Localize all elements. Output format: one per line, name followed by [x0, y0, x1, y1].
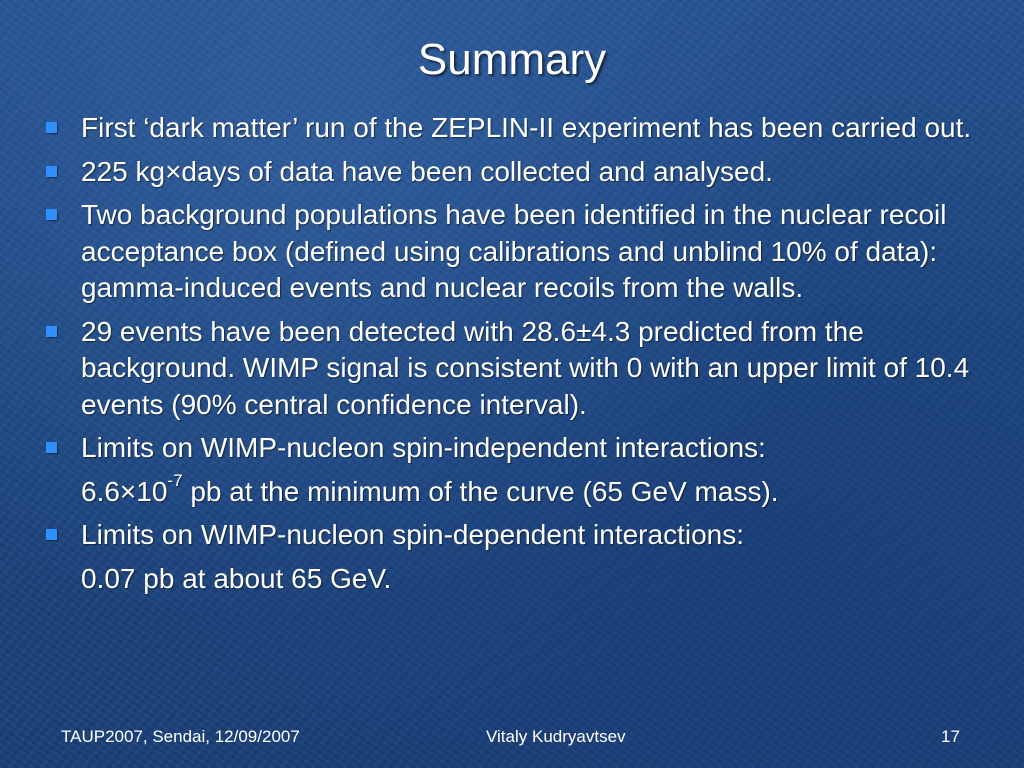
bullet-item	[44, 517, 994, 597]
square-bullet-icon	[46, 122, 57, 133]
square-bullet-icon	[46, 442, 57, 453]
bullet-continuation: 0.07 pb at about 65 GeV.	[81, 562, 392, 594]
bullet-item	[44, 314, 994, 424]
footer-conference: TAUP2007, Sendai, 12/09/2007	[61, 727, 300, 746]
bullet-text: Limits on WIMP-nucleon spin-dependent interactions:	[81, 519, 745, 550]
limit-description: pb at the minimum of the curve (65 GeV mass).	[182, 475, 779, 507]
bullet-text: First ‘dark matter’ run of the ZEPLIN-II experiment has been carried out.	[81, 112, 972, 143]
square-bullet-icon	[46, 326, 57, 337]
bullet-continuation	[81, 471, 994, 511]
footer-author: Vitaly Kudryavtsev	[486, 727, 626, 746]
limit-value: 6.6×10	[81, 475, 168, 507]
bullet-item	[44, 110, 994, 147]
bullet-text: Limits on WIMP-nucleon spin-independent interactions:	[81, 432, 766, 463]
bullet-item	[44, 154, 994, 191]
square-bullet-icon	[46, 209, 57, 220]
bullet-item	[44, 197, 994, 307]
bullet-text: 29 events have been detected with 28.6±4.3 predicted from the background. WIMP signal is consistent with 0 with an upper limit of 10.4 events (90% central confidence interval).	[81, 315, 970, 420]
slide-number: 17	[941, 727, 960, 746]
square-bullet-icon	[46, 529, 57, 540]
slide-title: Summary	[417, 35, 607, 84]
square-bullet-icon	[46, 166, 57, 177]
bullet-text: Two background populations have been identified in the nuclear recoil acceptance box (defined using calibrations and unblind 10% of data): gamma-induced events and nuclear recoils from the walls.	[81, 199, 947, 303]
limit-exponent: -7	[167, 471, 183, 491]
bullet-text: 225 kg×days of data have been collected and analysed.	[81, 155, 773, 187]
bullet-item	[44, 430, 994, 510]
bullet-list	[44, 110, 994, 604]
